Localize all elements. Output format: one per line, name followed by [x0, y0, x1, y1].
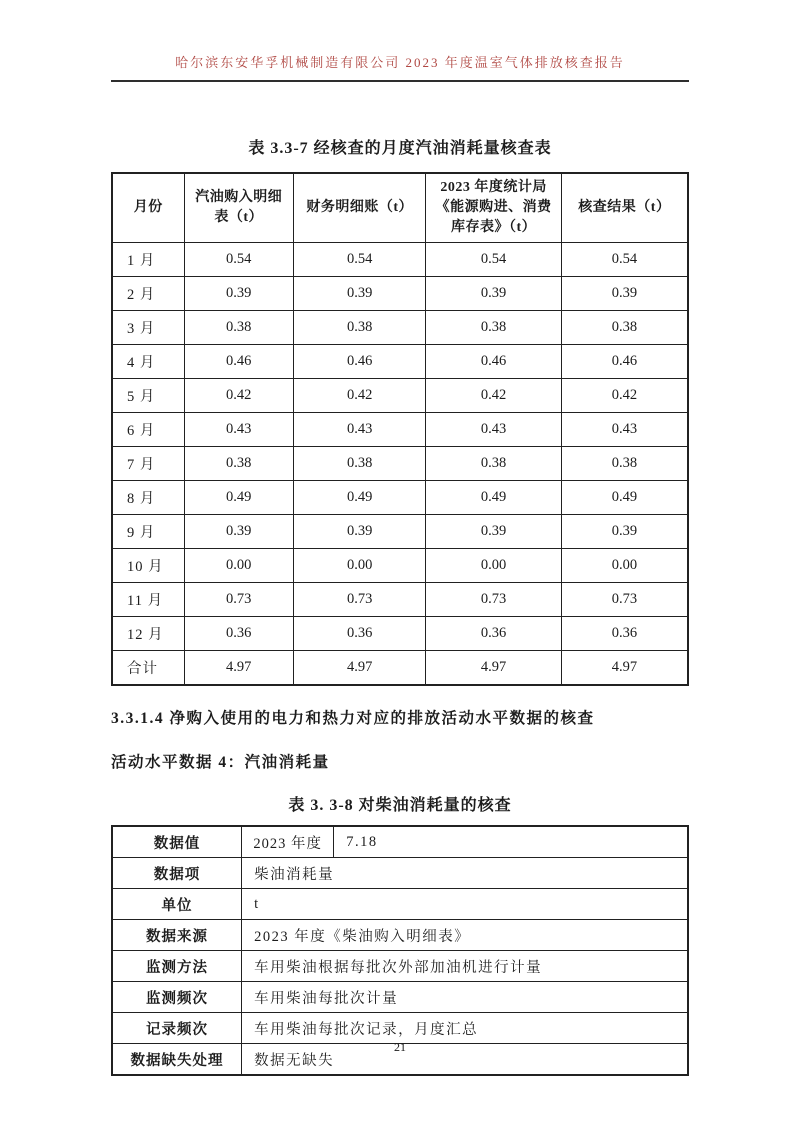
month-label: 1 月	[112, 243, 184, 277]
table-row	[112, 583, 688, 617]
field-label: 单位	[112, 889, 242, 920]
value-cell: 0.38	[184, 447, 293, 481]
value-cell: 0.00	[184, 549, 293, 583]
gasoline-col-header-2: 财务明细账（t）	[293, 173, 425, 243]
month-label: 6 月	[112, 413, 184, 447]
value-cell: 0.49	[184, 481, 293, 515]
gasoline-table-header-row	[112, 173, 688, 243]
value-cell: 0.42	[561, 379, 688, 413]
month-label: 3 月	[112, 311, 184, 345]
value-cell: 4.97	[426, 651, 561, 686]
month-label: 8 月	[112, 481, 184, 515]
value-cell: 4.97	[293, 651, 425, 686]
table-row	[112, 549, 688, 583]
value-cell: 0.73	[426, 583, 561, 617]
value-cell: 0.46	[561, 345, 688, 379]
gasoline-col-header-0: 月份	[112, 173, 184, 243]
table-row	[112, 515, 688, 549]
value-cell: 0.00	[561, 549, 688, 583]
value-cell: 0.42	[426, 379, 561, 413]
value-cell: 4.97	[184, 651, 293, 686]
month-label: 7 月	[112, 447, 184, 481]
value-cell: 0.54	[561, 243, 688, 277]
value-cell: 0.49	[293, 481, 425, 515]
field-label: 数据项	[112, 858, 242, 889]
gasoline-consumption-table	[111, 172, 689, 686]
value-cell: 0.42	[184, 379, 293, 413]
value-cell: 车用柴油每批次记录，月度汇总	[242, 1013, 688, 1044]
value-cell: 0.38	[293, 311, 425, 345]
value-cell: 0.43	[426, 413, 561, 447]
table-row	[112, 345, 688, 379]
value-cell: 0.49	[561, 481, 688, 515]
field-label: 监测方法	[112, 951, 242, 982]
field-label: 数据来源	[112, 920, 242, 951]
value-cell: 0.38	[184, 311, 293, 345]
value-cell: 0.39	[426, 515, 561, 549]
diesel-table-title: 表 3. 3-8 对柴油消耗量的核查	[288, 797, 512, 814]
month-label: 合计	[112, 651, 184, 686]
table-row	[112, 920, 688, 951]
value-cell: 4.97	[561, 651, 688, 686]
field-label: 监测频次	[112, 982, 242, 1013]
value-cell: 0.38	[561, 311, 688, 345]
value-cell: 0.73	[561, 583, 688, 617]
table-row	[112, 651, 688, 686]
value-cell: 0.54	[426, 243, 561, 277]
value-cell: 0.38	[561, 447, 688, 481]
value-cell: 0.36	[561, 617, 688, 651]
month-label: 2 月	[112, 277, 184, 311]
diesel-table-body	[112, 826, 688, 1075]
table-row	[112, 889, 688, 920]
value-cell: 车用柴油每批次计量	[242, 982, 688, 1013]
value-cell: 0.38	[426, 311, 561, 345]
value-cell: 0.38	[426, 447, 561, 481]
table-row	[112, 826, 688, 858]
document-header	[111, 52, 689, 82]
value-cell: 0.36	[293, 617, 425, 651]
value-cell: 0.00	[426, 549, 561, 583]
table-row	[112, 982, 688, 1013]
month-label: 11 月	[112, 583, 184, 617]
table-row	[112, 413, 688, 447]
value-cell: 0.36	[426, 617, 561, 651]
value-cell: 车用柴油根据每批次外部加油机进行计量	[242, 951, 688, 982]
gasoline-col-header-3: 2023 年度统计局《能源购进、消费库存表》（t）	[426, 173, 561, 243]
value-cell: 0.39	[561, 277, 688, 311]
table-row	[112, 447, 688, 481]
table-row	[112, 858, 688, 889]
value-cell: 0.43	[293, 413, 425, 447]
month-label: 5 月	[112, 379, 184, 413]
value-cell: 0.39	[426, 277, 561, 311]
value-cell: 0.54	[184, 243, 293, 277]
value-cell: 柴油消耗量	[242, 858, 688, 889]
value-cell: 0.43	[561, 413, 688, 447]
period-cell: 2023 年度	[242, 826, 334, 858]
page-number: 21	[394, 1040, 406, 1054]
value-cell: 0.73	[184, 583, 293, 617]
table-row	[112, 481, 688, 515]
value-cell: 0.39	[184, 277, 293, 311]
table-row	[112, 311, 688, 345]
month-label: 10 月	[112, 549, 184, 583]
value-cell: 0.39	[184, 515, 293, 549]
gasoline-table-body	[112, 243, 688, 686]
value-cell: 0.54	[293, 243, 425, 277]
field-label: 记录频次	[112, 1013, 242, 1044]
value-cell: 0.36	[184, 617, 293, 651]
gasoline-col-header-4: 核查结果（t）	[561, 173, 688, 243]
table-row	[112, 617, 688, 651]
value-cell: 0.46	[184, 345, 293, 379]
table-row	[112, 243, 688, 277]
value-cell: t	[242, 889, 688, 920]
table-row	[112, 1013, 688, 1044]
value-cell: 0.73	[293, 583, 425, 617]
table-row	[112, 379, 688, 413]
value-cell: 0.46	[426, 345, 561, 379]
table-row	[112, 951, 688, 982]
section-heading: 3.3.1.4 净购入使用的电力和热力对应的排放活动水平数据的核查	[111, 710, 595, 727]
month-label: 9 月	[112, 515, 184, 549]
value-cell: 0.38	[293, 447, 425, 481]
value-cell: 2023 年度《柴油购入明细表》	[242, 920, 688, 951]
value-cell: 0.39	[293, 515, 425, 549]
page-content	[111, 0, 689, 1076]
diesel-verification-table	[111, 825, 689, 1076]
gasoline-col-header-1: 汽油购入明细表（t）	[184, 173, 293, 243]
value-cell: 0.00	[293, 549, 425, 583]
field-label: 数据缺失处理	[112, 1044, 242, 1076]
gasoline-table-title: 表 3.3-7 经核查的月度汽油消耗量核查表	[248, 140, 552, 157]
value-cell: 7.18	[334, 826, 688, 858]
value-cell: 0.49	[426, 481, 561, 515]
document-header-title: 哈尔滨东安华孚机械制造有限公司 2023 年度温室气体排放核查报告	[175, 55, 625, 70]
value-cell: 0.42	[293, 379, 425, 413]
month-label: 4 月	[112, 345, 184, 379]
table-row	[112, 277, 688, 311]
activity-data-subheading: 活动水平数据 4：汽油消耗量	[111, 754, 330, 771]
month-label: 12 月	[112, 617, 184, 651]
value-cell: 0.39	[561, 515, 688, 549]
value-cell: 数据无缺失	[242, 1044, 688, 1076]
value-cell: 0.46	[293, 345, 425, 379]
value-cell: 0.39	[293, 277, 425, 311]
field-label: 数据值	[112, 826, 242, 858]
value-cell: 0.43	[184, 413, 293, 447]
